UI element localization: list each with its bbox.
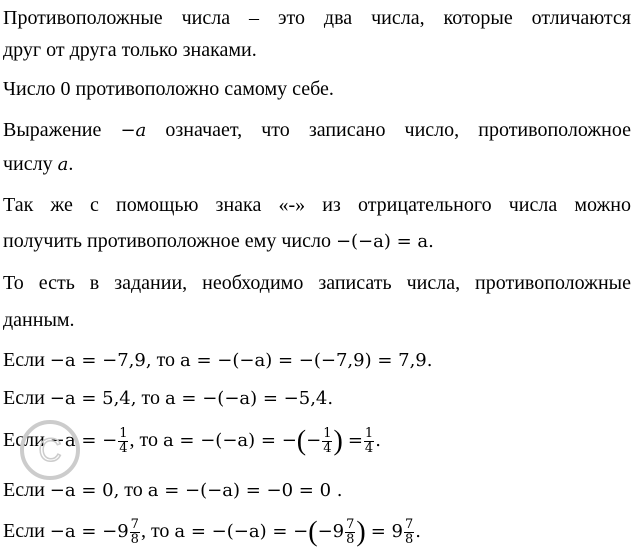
fraction: $\frac{7}{8}$ [346, 517, 355, 547]
math-neg-a: −a [120, 120, 147, 141]
text: Если [3, 349, 45, 371]
paragraph-definition-line1: Противоположные числа – это два числа, которые отличаются [3, 7, 631, 29]
example-2 [3, 386, 333, 410]
fraction: $\frac{7}{8}$ [404, 517, 414, 547]
math: a = −(−a) = −5,4. [164, 388, 334, 409]
fraction: $\frac{1}{4}$ [323, 426, 332, 456]
text: Выражение [3, 119, 102, 141]
math-a: a [57, 154, 69, 175]
text: , то [129, 429, 158, 452]
text: Если [3, 479, 45, 501]
math: −a = −7,9, [49, 350, 152, 371]
example-3: Если −a = − $\frac{1}{4}$ , то a = −(−a) = −(− $\frac{1}{4}$ ) = $\frac{1}{4}$ . [3, 425, 381, 457]
paragraph-sign-line1: Так же с помощью знака «-» из отрицательного числа можно [3, 194, 631, 216]
math: −a = 0, [49, 480, 120, 501]
text: , то [140, 520, 170, 543]
math: −a = −9 [49, 521, 129, 543]
paragraph-expression-line2: числу a. [3, 153, 74, 175]
text: означает, что записано число, противоположное [165, 119, 632, 141]
fraction: $\frac{1}{4}$ [119, 426, 128, 456]
paragraph-expression-line1 [3, 118, 631, 142]
math: a = −(−a) = −0 = 0 . [147, 480, 343, 501]
paragraph-task-line1: То есть в задании, необходимо записать числа, противоположные [3, 272, 631, 294]
text: Если [3, 520, 45, 543]
math: −a = − [49, 430, 118, 452]
math-identity: −(−a) = a. [335, 231, 434, 252]
text: Если [3, 387, 45, 409]
text: то [141, 387, 160, 409]
text: то [124, 479, 143, 501]
text: то [156, 349, 176, 371]
math: a = −(−a) = − [162, 430, 297, 452]
example-4 [3, 478, 342, 502]
example-1 [3, 348, 432, 372]
math: −a = 5,4, [49, 388, 137, 409]
text: получить противоположное ему число [3, 230, 331, 252]
math: a = −(−a) = −(−7,9) = 7,9. [180, 350, 433, 371]
text: числу [3, 153, 53, 175]
example-5: Если −a = −9 $\frac{7}{8}$ , то a = −(−a) = −(−9 $\frac{7}{8}$ ) = 9 $\frac{7}{8}$ . [3, 516, 421, 548]
svg-text:C: C [38, 432, 62, 468]
text: Если [3, 429, 45, 452]
math: a = −(−a) = − [174, 521, 309, 543]
paragraph-zero: Число 0 противоположно самому себе. [3, 78, 334, 100]
paragraph-task-line2: данным. [3, 309, 75, 331]
paragraph-definition-line2: друг от друга только знаками. [3, 39, 257, 61]
fraction: $\frac{1}{4}$ [364, 426, 374, 456]
paragraph-sign-line2 [3, 229, 434, 253]
fraction: $\frac{7}{8}$ [130, 517, 139, 547]
